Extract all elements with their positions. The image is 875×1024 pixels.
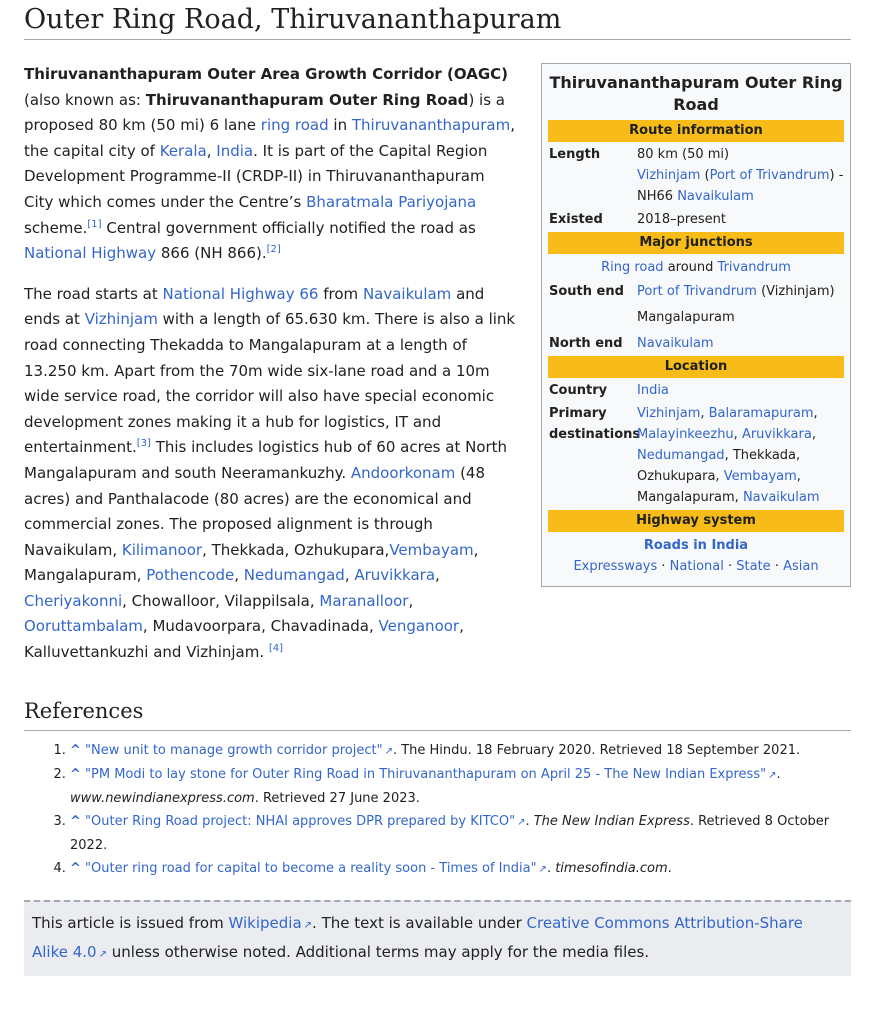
ref-backlink[interactable]: ^ [70, 813, 81, 829]
link-cheriyakonni[interactable]: Cheriyakonni [24, 591, 123, 610]
link-roads-in-india[interactable]: Roads in India [643, 538, 749, 553]
references-list [24, 739, 850, 881]
existed-row: Existed 2018–present [549, 212, 727, 227]
infobox [541, 63, 851, 587]
reference-item: 4. ^ "Outer ring road for capital to become a reality soon - Times of India" ↗ . timesofindia.com. [70, 857, 850, 881]
link-asian[interactable]: Asian [783, 559, 819, 574]
link-nedumangad[interactable]: Nedumangad [637, 448, 725, 463]
link-balaramapuram[interactable]: Balaramapuram [708, 406, 814, 421]
link-ooruttambalam[interactable]: Ooruttambalam [24, 617, 143, 636]
ref-backlink[interactable]: ^ [70, 766, 81, 782]
route-info-header: Route information [548, 120, 844, 142]
destinations-row: Primary destinations Vizhinjam, Balaramapuram, Malayinkeezhu, Aruvikkara, Nedumangad, Thekkada, Ozhukupara, Vembayam, Mangalapuram, Navaikulam [549, 406, 820, 505]
link-cc-license[interactable]: Creative Commons Attribution-Share Alike 4.0 ↗ [32, 914, 803, 961]
link-port-of-trivandrum[interactable]: Port of Trivandrum [637, 284, 757, 299]
link-kerala[interactable]: Kerala [159, 141, 207, 160]
link-port-of-trivandrum[interactable]: Port of Trivandrum [709, 168, 830, 183]
link-aruvikkara[interactable]: Aruvikkara [741, 427, 812, 442]
link-thiruvananthapuram[interactable]: Thiruvananthapuram [351, 116, 511, 135]
link-nedumangad[interactable]: Nedumangad [243, 566, 345, 585]
link-vizhinjam[interactable]: Vizhinjam [637, 168, 701, 183]
link-pothencode[interactable]: Pothencode [146, 566, 235, 585]
references-heading: References [24, 696, 851, 731]
citation-4[interactable]: [4] [268, 643, 284, 655]
link-kilimanoor[interactable]: Kilimanoor [121, 540, 203, 559]
link-vizhinjam[interactable]: Vizhinjam [84, 310, 158, 329]
paragraph-route: The road starts at National Highway 66 from Navaikulam and ends at Vizhinjam with a length of 65.630 km. There is also a link road connecting Thekadda to Mangalapuram at a length of 13.250 km. Apart from the 70m wide six-lane road and a 10m wide service road, the corridor will also have special economic development zones making it a hub for logistics, IT and entertainment.[3] This includes logistics hub of 60 acres at North Mangalapuram and south Neeramankuzhy. Andoorkonam (48 acres) and Panthalacode (80 acres) are the economical and commercial zones. The proposed alignment is through Navaikulam, Kilimanoor, Thekkada, Ozhukupara,Vembayam, Mangalapuram, Pothencode, Nedumangad, Aruvikkara, Cheriyakonni, Chowalloor, Vilappilsala, Maranalloor, Ooruttambalam, Mudavoorpara, Chavadinada, Venganoor, Kalluvettankuzhi and Vizhinjam. [4] [24, 284, 516, 662]
ref-link[interactable]: "New unit to manage growth corridor project" ↗ [85, 743, 393, 758]
citation-2[interactable]: [2] [266, 244, 281, 256]
link-navaikulam[interactable]: Navaikulam [742, 490, 820, 505]
link-ring-road[interactable]: ring road [260, 116, 329, 135]
ref-link[interactable]: "PM Modi to lay stone for Outer Ring Road in Thiruvananthapuram on April 25 - The New Indian Express" ↗ [85, 767, 776, 782]
link-venganoor[interactable]: Venganoor [378, 617, 460, 636]
link-vizhinjam[interactable]: Vizhinjam [637, 406, 701, 421]
link-state[interactable]: State [736, 559, 771, 574]
link-trivandrum[interactable]: Trivandrum [717, 260, 791, 275]
location-header: Location [548, 356, 844, 378]
link-wikipedia[interactable]: Wikipedia ↗ [229, 914, 313, 932]
page-content [24, 0, 851, 881]
link-nh66[interactable]: National Highway 66 [162, 284, 319, 303]
link-national-highway[interactable]: National Highway [24, 244, 157, 263]
link-vembayam[interactable]: Vembayam [389, 540, 474, 559]
ring-road-row: Ring road around Trivandrum [601, 260, 791, 275]
south-end-row: South end Port of Trivandrum (Vizhinjam) [549, 284, 835, 299]
reference-item: 1. ^ "New unit to manage growth corridor project" ↗ . The Hindu. 18 February 2020. Retrieved 18 September 2021. [70, 739, 850, 763]
link-india[interactable]: India [216, 141, 254, 160]
link-navaikulam[interactable]: Navaikulam [637, 336, 714, 351]
country-row: Country India [549, 383, 669, 398]
link-bharatmala[interactable]: Bharatmala Pariyojana [306, 192, 477, 211]
north-end-row: North end Navaikulam [549, 336, 714, 351]
reference-item: 3. ^ "Outer Ring Road project: NHAI approves DPR prepared by KITCO" ↗ . The New Indian Express. Retrieved 8 October 2022. [70, 810, 850, 857]
ref-backlink[interactable]: ^ [70, 860, 81, 876]
link-india[interactable]: India [637, 383, 669, 398]
paragraph-intro: Thiruvananthapuram Outer Area Growth Corridor (OAGC) (also known as: Thiruvananthapuram Outer Ring Road) is a proposed 80 km (50 mi) 6 lane ring road in Thiruvananthapuram, the capital city of Kerala, India. It is part of the Capital Region Development Programme-II (CRDP-II) in Thiruvananthapuram City which comes under the Centre’s Bharatmala Pariyojana scheme.[1] Central government officially notified the road as National Highway 866 (NH 866).[2] [24, 65, 516, 263]
junctions-header: Major junctions [548, 232, 844, 254]
south-extra-row: Mangalapuram [637, 310, 735, 325]
ref-backlink[interactable]: ^ [70, 742, 81, 758]
link-vembayam[interactable]: Vembayam [723, 469, 797, 484]
license-footer: This article is issued from Wikipedia ↗ . The text is available under Creative Commons Attribution-Share Alike 4.0 ↗ unless otherwise noted. Additional terms may apply for the media files. [24, 900, 851, 976]
link-expressways[interactable]: Expressways [573, 559, 658, 574]
ref-link[interactable]: "Outer Ring Road project: NHAI approves DPR prepared by KITCO" ↗ [85, 814, 525, 829]
link-national[interactable]: National [669, 559, 724, 574]
link-ring-road[interactable]: Ring road [601, 260, 664, 275]
link-navaikulam[interactable]: Navaikulam [677, 189, 754, 204]
link-malayinkeezhu[interactable]: Malayinkeezhu [637, 427, 734, 442]
infobox-title: Thiruvananthapuram Outer Ring Road [549, 73, 843, 114]
citation-3[interactable]: [3] [136, 438, 151, 450]
citation-1[interactable]: [1] [87, 218, 102, 230]
highway-nav: Roads in India Expressways · National · State · Asian [573, 538, 819, 574]
highway-system-header: Highway system [548, 510, 844, 532]
reference-item: 2. ^ "PM Modi to lay stone for Outer Ring Road in Thiruvananthapuram on April 25 - The New Indian Express" ↗ . www.newindianexpress.com. Retrieved 27 June 2023. [70, 763, 850, 810]
link-aruvikkara[interactable]: Aruvikkara [354, 566, 436, 585]
ref-link[interactable]: "Outer ring road for capital to become a reality soon - Times of India" ↗ [85, 861, 547, 876]
link-navaikulam[interactable]: Navaikulam [362, 284, 452, 303]
link-andoorkonam[interactable]: Andoorkonam [350, 463, 456, 482]
link-maranalloor[interactable]: Maranalloor [319, 591, 409, 610]
page-title: Outer Ring Road, Thiruvananthapuram [24, 0, 851, 40]
length-row: Length 80 km (50 mi) Vizhinjam (Port of Trivandrum) - NH66 Navaikulam [549, 147, 844, 204]
